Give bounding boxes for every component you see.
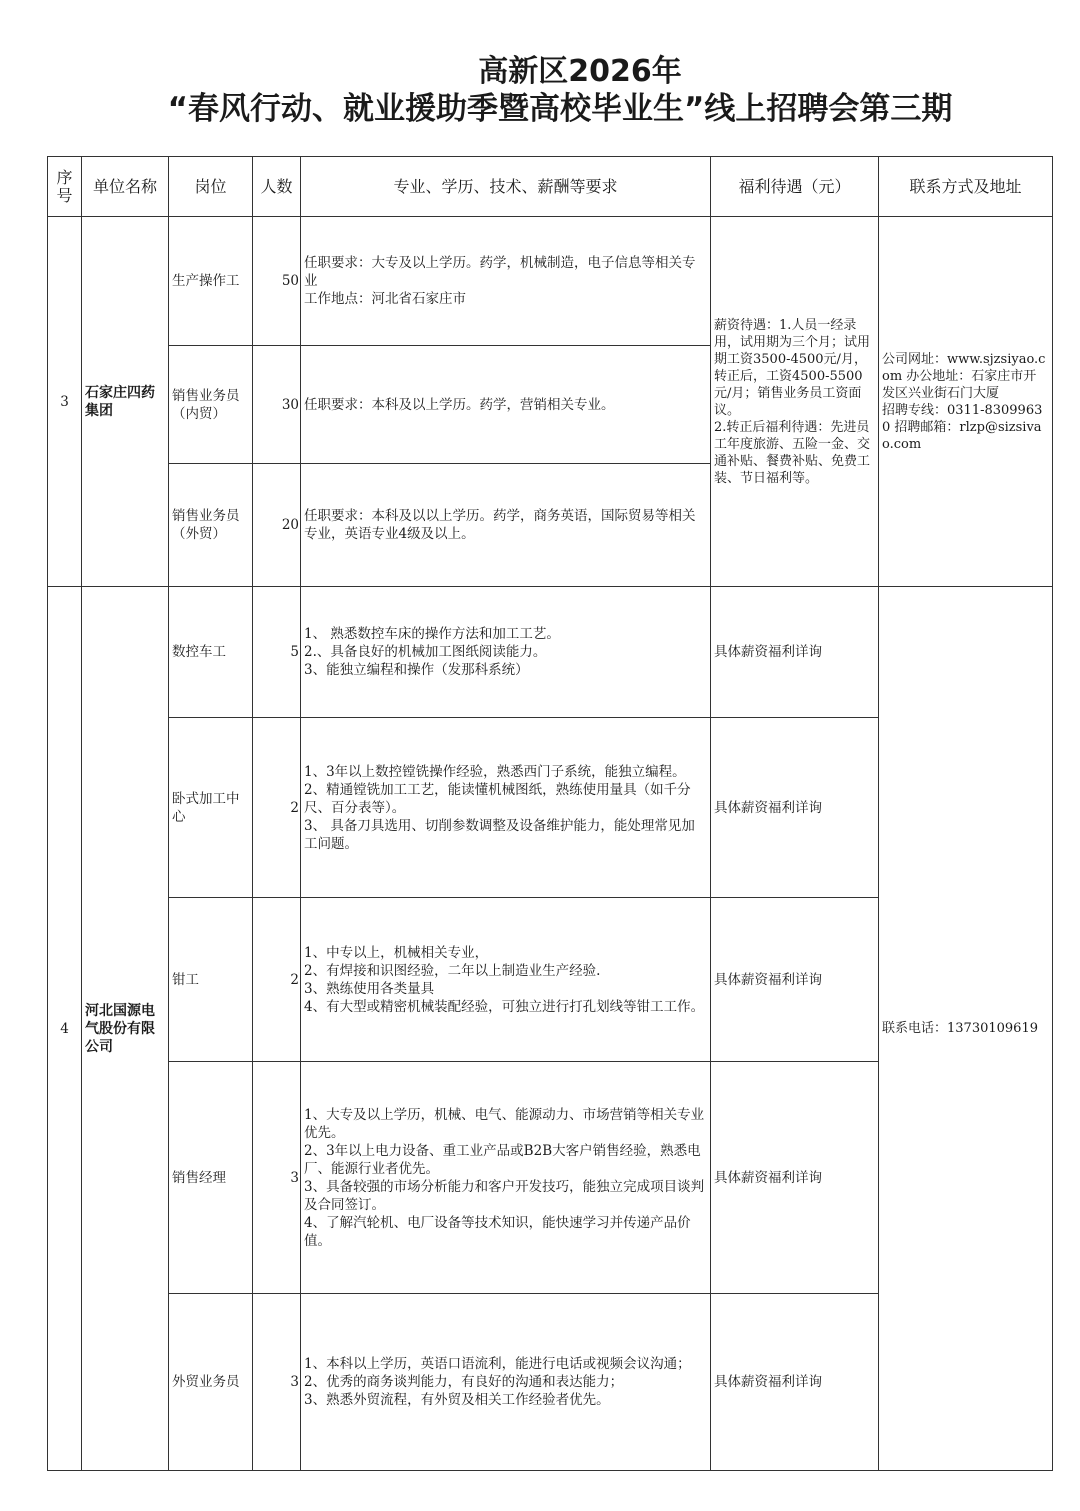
header-row bbox=[48, 157, 1053, 217]
seq-cell: 4 bbox=[48, 587, 82, 1471]
seq-cell: 3 bbox=[48, 217, 82, 587]
position-title: 钳工 bbox=[169, 898, 253, 1062]
header-position: 岗位 bbox=[169, 157, 253, 217]
position-requirements: 任职要求：大专及以上学历。药学，机械制造，电子信息等相关专业 工作地点：河北省石家庄市 bbox=[301, 217, 711, 346]
header-contact: 联系方式及地址 bbox=[879, 157, 1053, 217]
table-row bbox=[48, 217, 1053, 346]
recruitment-table bbox=[47, 156, 1053, 1471]
header-count: 人数 bbox=[253, 157, 301, 217]
position-requirements: 任职要求：本科及以以上学历。药学，商务英语，国际贸易等相关专业，英语专业4级及以上。 bbox=[301, 464, 711, 587]
benefits-cell: 具体薪资福利详询 bbox=[711, 587, 879, 718]
header-company: 单位名称 bbox=[82, 157, 169, 217]
benefits-cell: 具体薪资福利详询 bbox=[711, 1294, 879, 1471]
position-count: 3 bbox=[253, 1062, 301, 1294]
header-requirements: 专业、学历、技术、薪酬等要求 bbox=[301, 157, 711, 217]
position-title: 销售经理 bbox=[169, 1062, 253, 1294]
header-benefits: 福利待遇（元） bbox=[711, 157, 879, 217]
page-title: 高新区2026年 bbox=[478, 54, 682, 89]
position-requirements: 1、大专及以上学历，机械、电气、能源动力、市场营销等相关专业优先。 2、3年以上电力设备、重工业产品或B2B大客户销售经验，熟悉电厂、能源行业者优先。 3、具备较强的市场分析能力和客户开发技巧，能独立完成项目谈判及合同签订。 4、了解汽轮机、电厂设备等技术知识，能快速学习并传递产品价值。 bbox=[301, 1062, 711, 1294]
contact-cell: 联系电话：13730109619 bbox=[879, 587, 1053, 1471]
position-title: 卧式加工中心 bbox=[169, 718, 253, 898]
position-requirements: 1、3年以上数控镗铣操作经验，熟悉西门子系统，能独立编程。 2、精通镗铣加工工艺，能读懂机械图纸，熟练使用量具（如千分尺、百分表等）。 3、 具备刀具选用、切削参数调整及设备维护能力，能处理常见加工问题。 bbox=[301, 718, 711, 898]
position-count: 2 bbox=[253, 718, 301, 898]
table-row bbox=[48, 587, 1053, 718]
position-requirements: 任职要求：本科及以上学历。药学，营销相关专业。 bbox=[301, 346, 711, 464]
benefits-cell: 具体薪资福利详询 bbox=[711, 1062, 879, 1294]
page-subtitle: “春风行动、就业援助季暨高校毕业生”线上招聘会第三期 bbox=[167, 91, 953, 127]
position-requirements: 1、中专以上，机械相关专业， 2、有焊接和识图经验，二年以上制造业生产经验. 3、熟练使用各类量具 4、有大型或精密机械装配经验，可独立进行打孔划线等钳工工作。 bbox=[301, 898, 711, 1062]
position-requirements: 1、本科以上学历，英语口语流利，能进行电话或视频会议沟通； 2、优秀的商务谈判能力，有良好的沟通和表达能力； 3、熟悉外贸流程，有外贸及相关工作经验者优先。 bbox=[301, 1294, 711, 1471]
benefits-cell: 具体薪资福利详询 bbox=[711, 718, 879, 898]
position-count: 20 bbox=[253, 464, 301, 587]
company-name: 河北国源电气股份有限公司 bbox=[82, 587, 169, 1471]
position-title: 外贸业务员 bbox=[169, 1294, 253, 1471]
position-title: 生产操作工 bbox=[169, 217, 253, 346]
position-title: 销售业务员（外贸） bbox=[169, 464, 253, 587]
position-title: 销售业务员（内贸） bbox=[169, 346, 253, 464]
position-count: 3 bbox=[253, 1294, 301, 1471]
position-count: 2 bbox=[253, 898, 301, 1062]
benefits-cell: 具体薪资福利详询 bbox=[711, 898, 879, 1062]
position-count: 5 bbox=[253, 587, 301, 718]
header-seq: 序号 bbox=[48, 157, 82, 217]
contact-cell: 公司网址：www.sjzsiyao.com 办公地址：石家庄市开发区兴业街石门大厦 招聘专线：0311-83099630 招聘邮箱：rlzp@sizsivao.com bbox=[879, 217, 1053, 587]
benefits-cell: 薪资待遇：1.人员一经录用，试用期为三个月；试用期工资3500-4500元/月，转正后，工资4500-5500元/月；销售业务员工资面议。 2.转正后福利待遇：先进员工年度旅游、五险一金、交通补贴、餐费补贴、免费工装、节日福利等。 bbox=[711, 217, 879, 587]
position-requirements: 1、 熟悉数控车床的操作方法和加工工艺。 2.、具备良好的机械加工图纸阅读能力。 3、能独立编程和操作（发那科系统） bbox=[301, 587, 711, 718]
position-count: 30 bbox=[253, 346, 301, 464]
position-count: 50 bbox=[253, 217, 301, 346]
company-name: 石家庄四药集团 bbox=[82, 217, 169, 587]
position-title: 数控车工 bbox=[169, 587, 253, 718]
